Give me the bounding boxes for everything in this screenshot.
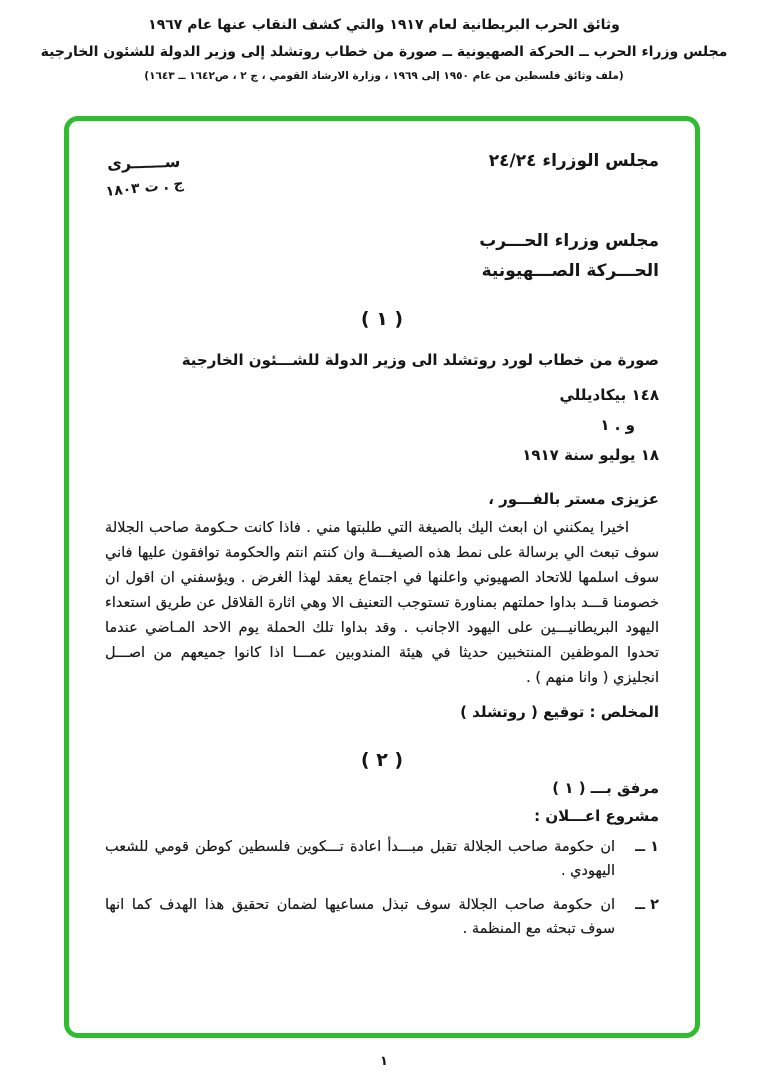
zionist-movement-title: الحـــركة الصـــهيونية bbox=[481, 261, 659, 281]
header-source-note: (ملف وثائق فلسطين من عام ١٩٥٠ إلى ١٩٦٩ ، وزارة الارشاد القومي ، ج ٢ ، ص١٦٤٢ ــ ١٦٤٣) bbox=[144, 70, 624, 82]
page-number: ١ bbox=[380, 1054, 388, 1069]
letter-heading: صورة من خطاب لورد روتشلد الى وزير الدولة للشـــئون الخارجية bbox=[181, 351, 659, 369]
cabinet-reference: مجلس الوزراء ٢٤/٢٤ bbox=[488, 151, 659, 171]
signature-text: المخلص : توقيع ( روتشلد ) bbox=[460, 703, 659, 721]
war-cabinet-title: مجلس وزراء الحـــرب bbox=[479, 231, 659, 251]
secret-label: ســــــرى bbox=[106, 151, 181, 174]
attachment-note: مرفق بـــ ( ١ ) bbox=[552, 779, 659, 797]
header-line-2: مجلس وزراء الحرب ــ الحركة الصهيونية ــ صورة من خطاب روتشلد إلى وزير الدولة للشئون الخارجية bbox=[40, 44, 728, 60]
secrecy-stamp bbox=[104, 151, 185, 201]
document-body bbox=[69, 121, 695, 941]
declaration-heading: مشروع اعـــلان : bbox=[534, 807, 659, 825]
declaration-item-2 bbox=[105, 893, 659, 941]
document-scan-frame bbox=[64, 116, 700, 1038]
salutation: عزيزى مستر بالفـــور ، bbox=[488, 490, 659, 508]
header-line-1: وثائق الحرب البريطانية لعام ١٩١٧ والتي كشف النقاب عنها عام ١٩٦٧ bbox=[148, 17, 620, 33]
printed-header bbox=[0, 0, 768, 84]
item-number: ٢ ــ bbox=[635, 897, 659, 913]
item-number: ١ ــ bbox=[635, 839, 659, 855]
date-line: ١٨ يوليو سنة ١٩١٧ bbox=[522, 446, 659, 464]
letter-body: اخيرا يمكنني ان ابعث اليك بالصيغة التي طلبتها مني . فاذا كانت حـكومة صاحب الجلالة سوف تبعث الي برسالة على نمط هذه الصيغـــة وان كنتم انتم والحكومة توافقون عليها فاني سوف اسلمها للاتحاد الصهيوني واعلنها في اجتماع يعقد لهذا الغرض . ويؤسفني ان اقول ان خصومنا قـــد بداوا حملتهم بمناورة تستوجب التعنيف الا وهي اثارة القلاقل عن طريق استعداء اليهود البريطانيـــين على اليهود الاجانب . وقد بداوا تلك الحملة يوم الاحد المـاضي عندما تحدوا الموظفين المنتخبين حديثا في هيئة المندوبين عمـــا اذا كانوا جميعهم من اصـــل انجليزي ( وانا منهم ) . bbox=[105, 520, 659, 686]
address-line-1: ١٤٨ بيكاديللي bbox=[559, 386, 659, 404]
section-marker-2: ( ٢ ) bbox=[360, 749, 404, 771]
address-line-2: و . ١ bbox=[600, 416, 635, 434]
signature-line bbox=[105, 703, 659, 721]
document-titles bbox=[105, 226, 659, 286]
item-text: ان حكومة صاحب الجلالة سوف تبذل مساعيها لضمان تحقيق هذا الهدف كما انها سوف تبحثه مع المنظمة . bbox=[105, 897, 615, 937]
document-top-row bbox=[104, 151, 659, 201]
section-marker-1: ( ١ ) bbox=[360, 308, 404, 330]
file-reference: ج . ت ١٨٠٣ bbox=[104, 175, 185, 201]
declaration-item-1 bbox=[105, 835, 659, 883]
item-text: ان حكومة صاحب الجلالة تقبل مبـــدأ اعادة تـــكوين فلسطين كوطن قومي للشعب اليهودي . bbox=[105, 839, 615, 879]
